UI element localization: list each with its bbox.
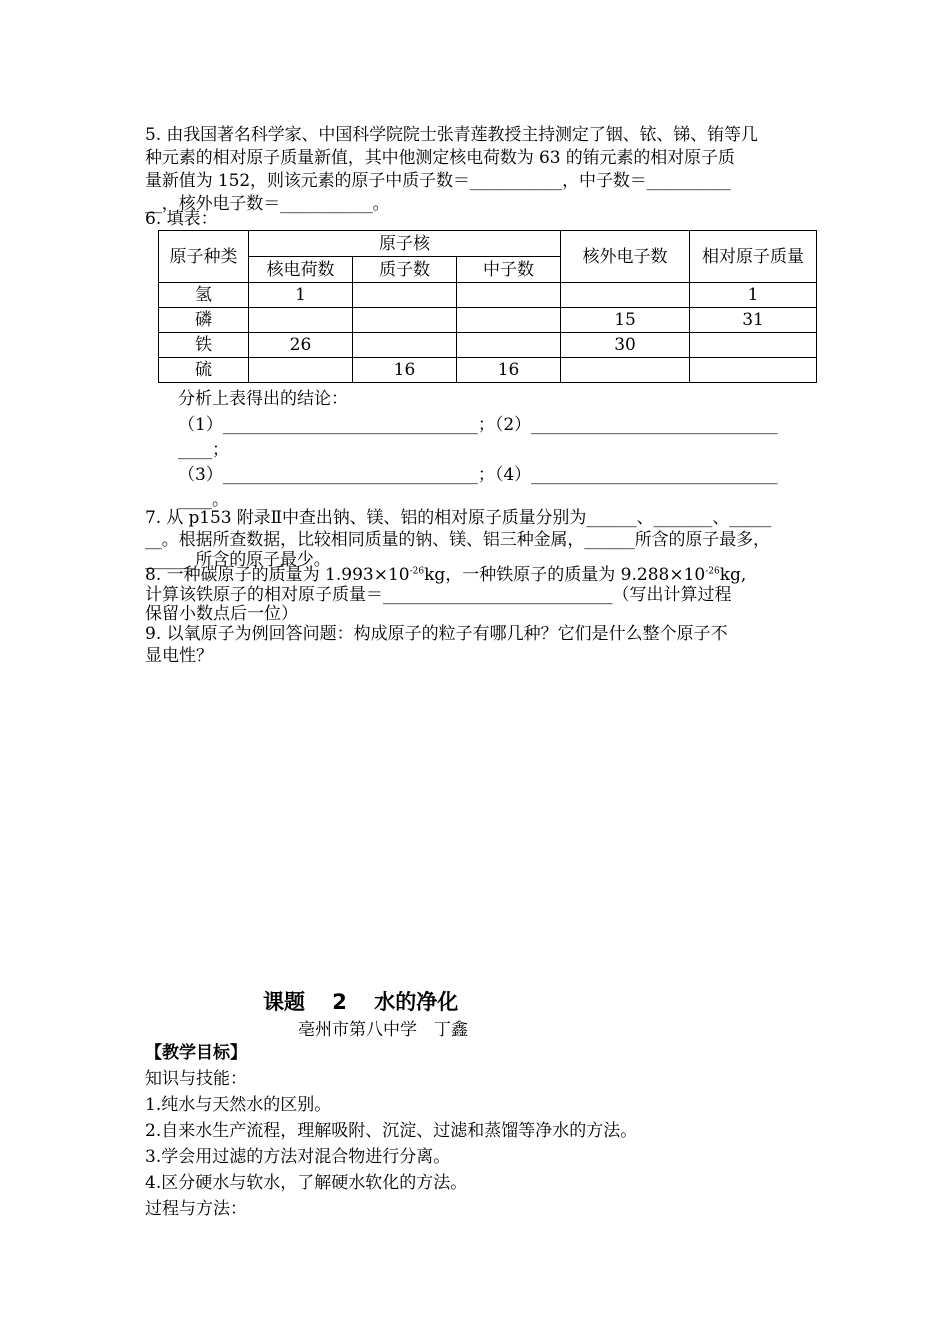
knowledge-label: 知识与技能： xyxy=(145,1069,247,1089)
question-7 xyxy=(145,507,810,570)
cell-electrons: 30 xyxy=(561,333,690,358)
lesson-author: 亳州市第八中学 丁鑫 xyxy=(298,1020,468,1040)
cell-mass xyxy=(690,358,817,383)
question-5-line: 5. 由我国著名科学家、中国科学院院士张青莲教授主持测定了铟、铱、锑、铕等几 xyxy=(145,125,758,145)
cell-mass: 31 xyxy=(690,308,817,333)
question-9 xyxy=(145,623,810,667)
cell-charge xyxy=(249,358,353,383)
cell-electrons xyxy=(561,283,690,308)
cell-neutrons xyxy=(457,308,561,333)
cell-protons xyxy=(353,308,457,333)
cell-protons: 16 xyxy=(353,358,457,383)
cell-name: 磷 xyxy=(159,308,249,333)
q8-text: kg，一种铁原子的质量为 9.288×10 xyxy=(424,565,706,585)
table-row xyxy=(159,283,817,308)
conclusion-line: （3）______________________________；（4）_____________________________ xyxy=(178,465,778,485)
table-row xyxy=(159,308,817,333)
lesson-title: 课题 2 水的净化 xyxy=(263,990,459,1014)
exponent: -26 xyxy=(409,566,425,577)
objective-item: 1.纯水与天然水的区别。 xyxy=(145,1095,332,1115)
question-5-line: 量新值为 152，则该元素的原子中质子数＝___________，中子数＝__________ xyxy=(145,171,731,191)
process-label: 过程与方法： xyxy=(145,1199,247,1219)
cell-electrons xyxy=(561,358,690,383)
cell-electrons: 15 xyxy=(561,308,690,333)
cell-mass xyxy=(690,333,817,358)
question-7-line: ______所含的原子最少。 xyxy=(145,550,331,570)
question-8-line xyxy=(145,566,810,585)
conclusion-line: （1）______________________________；（2）_____________________________ xyxy=(178,415,778,435)
question-6-label: 6. 填表： xyxy=(145,209,218,229)
table-row xyxy=(159,358,817,383)
question-8-line: 保留小数点后一位） xyxy=(145,604,298,624)
header-mass: 相对原子质量 xyxy=(690,231,817,283)
objective-item: 3.学会用过滤的方法对混合物进行分离。 xyxy=(145,1147,451,1167)
header-electrons: 核外电子数 xyxy=(561,231,690,283)
question-5-line: __，核外电子数＝___________。 xyxy=(145,194,390,214)
question-9-line: 9. 以氧原子为例回答问题：构成原子的粒子有哪几种？它们是什么整个原子不 xyxy=(145,624,728,644)
objective-item: 2.自来水生产流程，理解吸附、沉淀、过滤和蒸馏等净水的方法。 xyxy=(145,1121,638,1141)
header-protons: 质子数 xyxy=(353,257,457,283)
objective-item: 4.区分硬水与软水，了解硬水软化的方法。 xyxy=(145,1173,468,1193)
cell-charge: 26 xyxy=(249,333,353,358)
question-7-line: __。根据所查数据，比较相同质量的钠、镁、铝三种金属，______所含的原子最多， xyxy=(145,530,770,550)
cell-neutrons xyxy=(457,333,561,358)
conclusion-label: 分析上表得出的结论： xyxy=(178,389,348,409)
cell-charge: 1 xyxy=(249,283,353,308)
question-8 xyxy=(145,566,810,623)
question-5-line: 种元素的相对原子质量新值，其中他测定核电荷数为 63 的铕元素的相对原子质 xyxy=(145,148,735,168)
question-5 xyxy=(145,124,810,216)
cell-mass: 1 xyxy=(690,283,817,308)
cell-protons xyxy=(353,283,457,308)
question-9-line: 显电性？ xyxy=(145,646,213,666)
conclusion-line: ____。 xyxy=(178,490,229,510)
table-conclusion xyxy=(178,386,818,512)
cell-neutrons xyxy=(457,283,561,308)
cell-name: 硫 xyxy=(159,358,249,383)
atom-table xyxy=(158,230,817,383)
cell-charge xyxy=(249,308,353,333)
table-row xyxy=(159,333,817,358)
teaching-objectives xyxy=(145,1040,637,1222)
header-neutrons: 中子数 xyxy=(457,257,561,283)
conclusion-line: ____； xyxy=(178,440,229,460)
cell-neutrons: 16 xyxy=(457,358,561,383)
header-charge: 核电荷数 xyxy=(249,257,353,283)
cell-name: 铁 xyxy=(159,333,249,358)
q8-text: 8. 一种碳原子的质量为 1.993×10 xyxy=(145,565,410,585)
q8-text: kg, xyxy=(719,565,747,585)
question-8-line: 计算该铁原子的相对原子质量＝___________________________（写出计算过程 xyxy=(145,585,732,605)
exponent: -26 xyxy=(705,566,720,577)
question-7-line: 7. 从 p153 附录Ⅱ中查出钠、镁、铝的相对原子质量分别为______、_______、_____ xyxy=(145,508,772,528)
cell-protons xyxy=(353,333,457,358)
objectives-heading: 【教学目标】 xyxy=(145,1043,247,1063)
cell-name: 氢 xyxy=(159,283,249,308)
header-atom-type: 原子种类 xyxy=(159,231,249,283)
header-nucleus: 原子核 xyxy=(249,231,561,257)
